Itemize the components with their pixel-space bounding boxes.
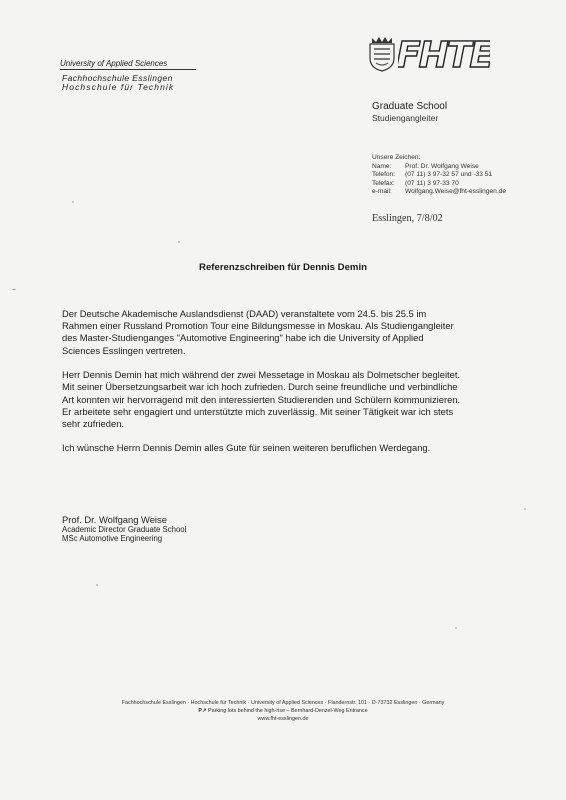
body-line: Sciences Esslingen vertreten. [62, 344, 186, 356]
contact-label: e-mail: [372, 188, 392, 196]
logo-text [398, 34, 490, 72]
hochschule-label: Hochschule für Technik [62, 82, 175, 92]
department-role: Studiengangleiter [372, 113, 439, 123]
header-rule [60, 69, 196, 70]
signature-block [62, 514, 186, 543]
email-value: Wolfgang.Weise@fht-esslingen.de [405, 188, 507, 196]
contact-row [372, 188, 506, 197]
letter-body [62, 308, 498, 467]
footer-parking [0, 707, 566, 715]
contact-value: Prof. Dr. Wolfgang Weise [405, 162, 479, 170]
scan-speck [455, 627, 457, 629]
body-line: sehr zufrieden. [62, 417, 125, 429]
letter-date: Esslingen, 7/8/02 [372, 213, 443, 224]
body-line: Rahmen einer Russland Promotion Tour eine Bildungsmesse in Moskau. Als Studiengangleiter [62, 320, 454, 332]
contact-value: (07 11) 3 97-32 57 und -33 51 [405, 171, 493, 179]
scan-speck [178, 241, 180, 243]
university-label: University of Applied Sciences [60, 59, 168, 68]
body-line: Herr Dennis Demin hat mich während der zwei Messetage in Moskau als Dolmetscher begleitet. [62, 369, 461, 381]
contact-block [372, 154, 506, 197]
signatory-name: Prof. Dr. Wolfgang Weise [62, 514, 167, 525]
contact-heading: Unsere Zeichen: [372, 154, 421, 161]
body-paragraph [62, 308, 498, 357]
contact-label: Telefon: [372, 171, 396, 179]
scan-speck [524, 508, 526, 510]
signatory-program: MSc Automotive Engineering [62, 534, 163, 544]
body-line: Der Deutsche Akademische Auslandsdienst (DAAD) veranstaltete vom 24.5. bis 25.5 im [62, 308, 427, 319]
contact-label: Telefax: [372, 179, 395, 187]
letter-subject: Referenzschreiben für Dennis Demin [199, 262, 367, 273]
body-line: des Master-Studienganges "Automotive Engineering" habe ich die University of Applied [62, 332, 424, 344]
coat-of-arms-icon [368, 34, 396, 72]
body-line: Ich wünsche Herrn Dennis Demin alles Gute für seinen weiteren beruflichen Werdegang. [62, 442, 431, 454]
fhte-logo [368, 34, 490, 72]
parking-icon: P↗ [198, 708, 207, 714]
body-line: Art konnten wir hervorragend mit den interessierten Studierenden und Schülern kommunizieren. [62, 393, 461, 405]
scan-speck [72, 201, 74, 203]
footer-parking-text: Parking lots behind the high-rise – Bernhard-Denzel-Weg Entrance [208, 708, 368, 714]
body-paragraph [62, 442, 498, 454]
signatory-title: Academic Director Graduate School [62, 525, 187, 534]
body-line: Er arbeitete sehr engagiert und unterstützte mich zuverlässig. Mit seiner Tätigkeit war ich stets [62, 405, 454, 417]
logo-letters: FHTE [398, 35, 490, 72]
body-line: Mit seiner Übersetzungsarbeit war ich hoch zufrieden. Durch seine freundliche und verbindliche [62, 381, 458, 393]
contact-row [372, 180, 506, 189]
scan-speck [96, 584, 98, 586]
department-name: Graduate School [372, 101, 448, 112]
fachhochschule-label: Fachhochschule Esslingen [62, 73, 173, 83]
scan-speck [12, 289, 16, 290]
letter-footer [0, 699, 566, 723]
footer-website: www.fht-esslingen.de [257, 716, 309, 722]
contact-row [372, 171, 506, 180]
contact-row [372, 163, 506, 172]
footer-address: Fachhochschule Esslingen · Hochschule für Technik · University of Applied Sciences · Flandernstr. 101 · D-73732 Esslingen · Germany [121, 700, 445, 706]
contact-value: (07 11) 3 97-33 70 [405, 179, 459, 187]
contact-label: Name: [372, 162, 392, 170]
body-paragraph [62, 369, 498, 430]
